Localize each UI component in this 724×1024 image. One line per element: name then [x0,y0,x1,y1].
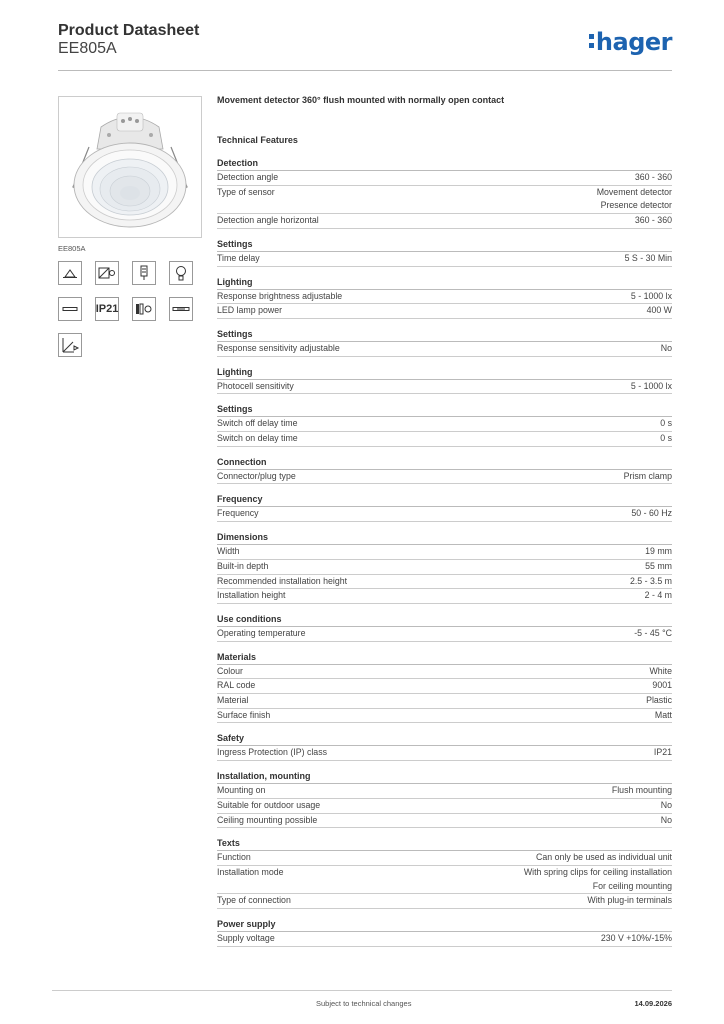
spec-label: Colour [217,665,243,676]
spec-section [217,651,672,724]
spec-label: Material [217,695,249,706]
spec-row [217,575,672,590]
spec-row [217,560,672,575]
spec-row [217,171,672,186]
spec-label: Switch off delay time [217,418,298,429]
logo-text: hager [595,28,672,56]
spec-value [631,380,672,394]
spec-label: Installation mode [217,866,284,877]
spec-label: Response sensitivity adjustable [217,342,340,353]
spec-value-line: 5 S - 30 Min [624,252,672,263]
spec-section [217,238,672,267]
spec-row [217,709,672,724]
spec-label: Recommended installation height [217,575,348,586]
spec-value-line: 230 V +10%/-15% [600,933,672,944]
section-title: Settings [217,328,672,342]
spec-row [217,214,672,229]
spec-label: Detection angle [217,172,279,182]
product-description: Movement detector 360° flush mounted with normally open contact [217,95,505,105]
spec-label: Operating temperature [217,627,306,638]
spec-value [660,417,672,431]
motion-sensor-icon [132,297,156,321]
section-title: Settings [217,238,672,252]
spec-label: Frequency [217,508,259,519]
spec-label: Ceiling mounting possible [217,814,318,825]
detection-zone-icon [95,261,119,285]
spec-section [217,456,672,485]
section-title: Lighting [217,366,672,380]
connector-icon [58,297,82,321]
spec-value [635,171,672,185]
spec-row [217,342,672,357]
spec-row [217,186,672,214]
spec-section [217,403,672,446]
spec-value-line: Can only be used as individual unit [536,852,672,863]
section-title: Safety [217,732,672,746]
bulb-icon [169,261,193,285]
spec-row [217,432,672,447]
section-title: Connection [217,456,672,470]
spec-section [217,328,672,357]
spec-row [217,814,672,829]
spec-value [661,799,672,813]
spec-row [217,679,672,694]
spec-row [217,589,672,604]
spec-value [624,470,672,484]
spec-value-line: White [649,665,672,676]
spec-label: RAL code [217,680,256,691]
section-title: Frequency [217,493,672,507]
spec-section [217,157,672,229]
hager-logo [589,28,672,56]
spec-value-line: 2.5 - 3.5 m [629,575,672,586]
spec-label: Surface finish [217,709,271,720]
spec-label: Type of sensor [217,186,275,197]
spec-value [645,589,672,603]
spec-value-line: No [660,814,672,825]
spec-section [217,837,672,909]
section-title: Materials [217,651,672,665]
spec-value [597,186,672,213]
spec-value-line: 5 - 1000 lx [630,380,672,391]
spec-value [661,342,672,356]
spec-label: Function [217,852,251,863]
spec-value-line: Prism clamp [623,470,672,481]
spec-section [217,613,672,642]
spec-row [217,290,672,305]
angle-detector-icon [58,333,82,357]
spec-value [654,746,672,760]
spec-value-line: 360 - 360 [634,215,672,226]
spec-row [217,866,672,894]
movement-detector-image [59,97,201,237]
spec-value-line: Movement detector [596,186,672,197]
spec-row [217,784,672,799]
page-header [58,20,672,71]
spec-row [217,627,672,642]
spec-value [650,665,673,679]
spec-row [217,545,672,560]
spec-label: LED lamp power [217,305,283,316]
spec-value [625,252,672,266]
spec-value [646,694,672,708]
spec-section [217,276,672,319]
spec-value-line: No [660,799,672,810]
spec-value-line: 0 s [660,418,672,429]
section-title: Use conditions [217,613,672,627]
spec-value [655,709,672,723]
spec-value-line: 19 mm [645,546,672,557]
spec-section [217,493,672,522]
spec-value-line: 0 s [660,433,672,444]
spec-value [587,894,672,908]
spec-label: Connector/plug type [217,470,296,481]
spec-value-line: Matt [654,709,672,720]
spec-value-line: 360 - 360 [634,172,672,182]
spec-row [217,894,672,909]
technical-features [217,95,672,956]
spec-row [217,851,672,866]
spec-label: Ingress Protection (IP) class [217,747,327,758]
spec-value [612,784,672,798]
spec-value-line: For ceiling mounting [592,880,672,891]
spec-value [634,627,672,641]
spec-section [217,366,672,395]
product-visual-column [58,96,202,357]
spec-value [601,932,672,946]
spec-value [661,814,672,828]
spec-value-line: With plug-in terminals [587,895,672,906]
spec-sections [217,157,672,947]
spec-value-line: 50 - 60 Hz [631,508,672,519]
spec-value [647,304,672,318]
spec-row [217,417,672,432]
spec-label: Photocell sensitivity [217,380,294,391]
cable-icon [169,297,193,321]
spec-value-line: Flush mounting [611,785,672,796]
spec-value-line: -5 - 45 °C [634,627,672,638]
spec-label: Installation height [217,590,286,601]
spec-value-line: 9001 [652,680,672,691]
section-title: Lighting [217,276,672,290]
page-footer [52,990,672,1021]
spec-value [631,290,672,304]
spec-row [217,304,672,319]
section-title: Power supply [217,918,672,932]
spec-value-line: 5 - 1000 lx [630,290,672,301]
spec-label: Switch on delay time [217,433,298,444]
footer-date: 14.09.2026 [634,999,672,1008]
spec-value-line: Presence detector [600,200,672,211]
spec-value-line: With spring clips for ceiling installation [523,866,672,877]
spec-label: Supply voltage [217,933,275,944]
section-title: Dimensions [217,531,672,545]
spec-row [217,694,672,709]
spec-value-line: Plastic [646,695,672,706]
spec-row [217,252,672,267]
spec-value-line: IP21 [653,747,672,758]
product-code: EE805A [58,40,117,57]
spec-section [217,918,672,947]
spec-label: Mounting on [217,785,266,796]
spec-label: Detection angle horizontal [217,215,319,226]
section-title: Detection [217,157,672,171]
section-title: Texts [217,837,672,851]
spec-row [217,380,672,395]
spec-value-line: 55 mm [645,560,672,571]
spec-label: Width [217,546,240,557]
spec-row [217,746,672,761]
spec-value-line: 400 W [646,305,672,316]
spec-value [631,507,672,521]
page-title: Product Datasheet [58,22,200,39]
spec-row [217,665,672,680]
plug-icon [132,261,156,285]
spec-row [217,932,672,947]
ip-rating-icon [95,297,119,321]
spec-section [217,770,672,828]
spec-label: Type of connection [217,895,291,906]
spec-section [217,732,672,761]
spec-value-line: 2 - 4 m [644,590,672,601]
spec-label: Suitable for outdoor usage [217,799,321,810]
spec-label: Time delay [217,252,260,263]
spec-value [652,679,672,693]
spec-value [645,560,672,574]
ceiling-mount-icon [58,261,82,285]
ip-rating-text: IP21 [95,303,119,315]
spec-value [524,866,672,893]
logo-dots-icon [589,34,594,48]
spec-value [645,545,672,559]
spec-value [660,432,672,446]
footer-note: Subject to technical changes [316,999,412,1008]
product-image [58,96,202,238]
spec-row [217,470,672,485]
section-title: Settings [217,403,672,417]
spec-value [630,575,672,589]
spec-value-line: No [660,342,672,353]
spec-row [217,507,672,522]
spec-section [217,531,672,604]
technical-features-heading: Technical Features [217,135,298,145]
product-reference: EE805A [58,244,86,253]
spec-row [217,799,672,814]
spec-label: Built-in depth [217,560,269,571]
spec-value [635,214,672,228]
feature-icons [58,261,202,357]
section-title: Installation, mounting [217,770,672,784]
spec-value [536,851,672,865]
spec-label: Response brightness adjustable [217,290,343,301]
